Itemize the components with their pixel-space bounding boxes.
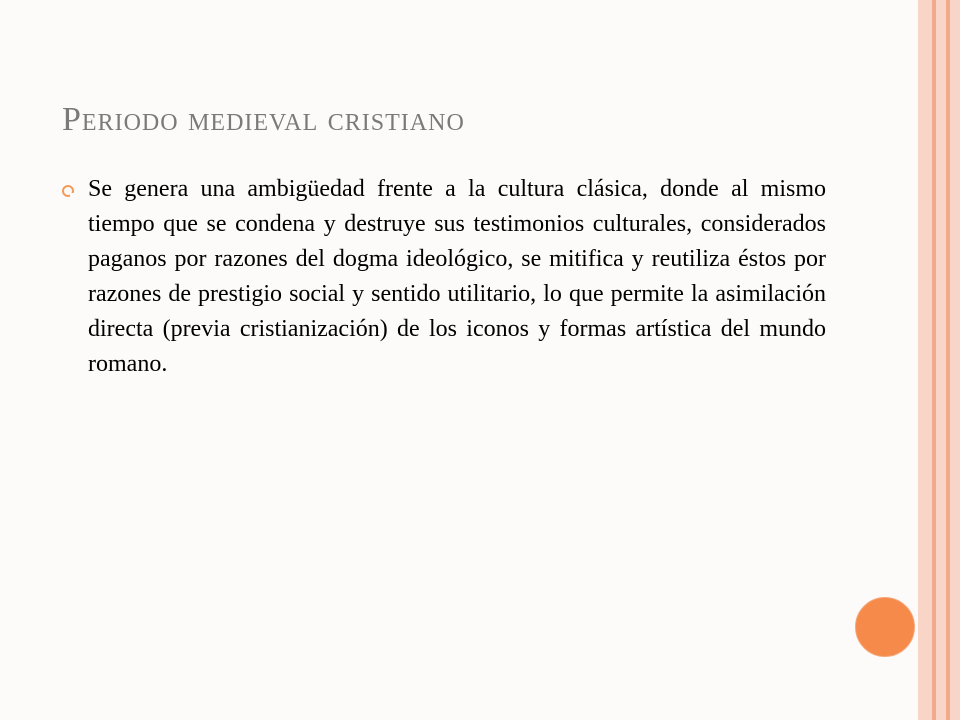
bullet-text: Se genera una ambigüedad frente a la cultura clásica, donde al mismo tiempo que se condena y destruye sus testimonios culturales, considerados paganos por razones del dogma ideológico, se mitifica y reutiliza éstos por razones de prestigio social y sentido utilitario, lo que permite la asimilación directa (previa cristianización) de los iconos y formas artística del mundo romano. <box>88 176 826 377</box>
decorative-stripe <box>950 0 960 720</box>
bullet-icon <box>62 185 74 197</box>
decorative-stripe <box>918 0 932 720</box>
slide-title: Periodo medieval cristiano <box>62 101 465 138</box>
decorative-circle-icon <box>855 597 915 657</box>
decorative-stripe <box>936 0 946 720</box>
bullet-list <box>62 172 826 382</box>
bullet-item <box>62 172 826 382</box>
